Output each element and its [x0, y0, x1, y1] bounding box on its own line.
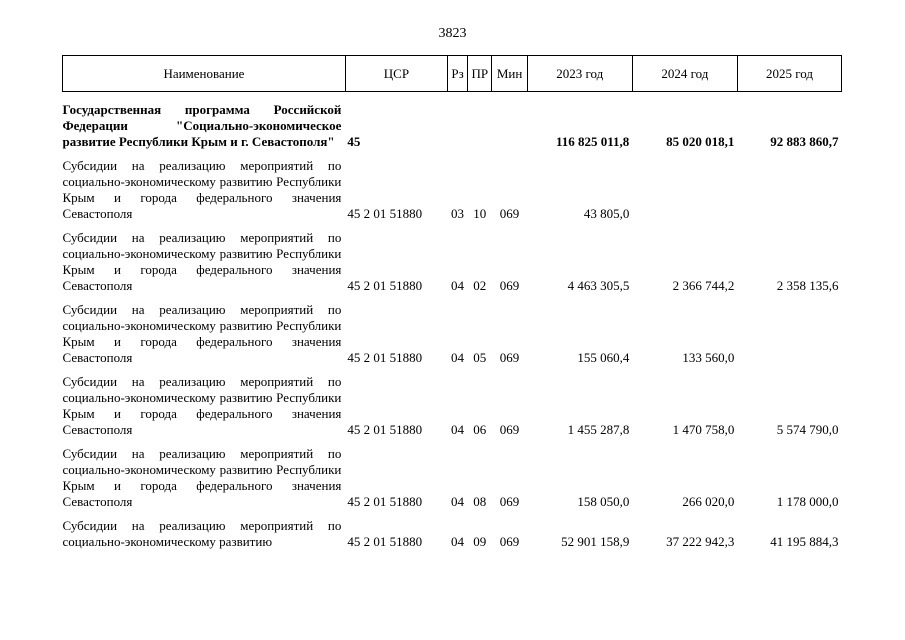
header-2023: 2023 год: [527, 56, 632, 92]
program-csr: 45: [347, 134, 361, 149]
table-row: [63, 518, 842, 550]
header-2025: 2025 год: [737, 56, 841, 92]
row-min: 069: [499, 350, 520, 365]
row-csr: 45 2 01 51880: [347, 278, 423, 293]
header-rz: Рз: [447, 56, 467, 92]
row-2024: 37 222 942,3: [666, 534, 735, 549]
table-row: [63, 230, 842, 294]
page-number: 3823: [438, 26, 467, 41]
table-row: [63, 302, 842, 366]
table-header: [63, 56, 842, 92]
row-2024: [632, 158, 737, 222]
row-pr: 10: [473, 206, 487, 221]
table-row: [63, 446, 842, 510]
row-rz: 04: [451, 350, 465, 365]
row-rz: 04: [451, 278, 465, 293]
row-name: Субсидии на реализацию мероприятий по социально-экономическому развитию Республики Крым и города федерального значения Севастополя: [62, 230, 342, 293]
row-rz: 03: [451, 206, 465, 221]
row-2024: 266 020,0: [682, 494, 735, 509]
row-2025: [737, 302, 841, 366]
row-pr: 09: [473, 534, 487, 549]
row-name: Субсидии на реализацию мероприятий по социально-экономическому развитию: [62, 518, 342, 549]
row-2025: 5 574 790,0: [776, 422, 839, 437]
header-pr: ПР: [468, 56, 492, 92]
row-csr: 45 2 01 51880: [347, 494, 423, 509]
row-name: Субсидии на реализацию мероприятий по социально-экономическому развитию Республики Крым и города федерального значения Севастополя: [62, 302, 342, 365]
row-min: 069: [499, 422, 520, 437]
row-min: 069: [499, 206, 520, 221]
row-csr: 45 2 01 51880: [347, 206, 423, 221]
row-min: 069: [499, 534, 520, 549]
row-2023: 52 901 158,9: [561, 534, 630, 549]
row-csr: 45 2 01 51880: [347, 422, 423, 437]
program-2025: 92 883 860,7: [770, 134, 839, 149]
row-2025: 41 195 884,3: [770, 534, 839, 549]
row-min: 069: [499, 278, 520, 293]
table-row: [63, 158, 842, 222]
row-name: Субсидии на реализацию мероприятий по социально-экономическому развитию Республики Крым и города федерального значения Севастополя: [62, 374, 342, 437]
row-2023: 43 805,0: [583, 206, 630, 221]
program-row: [63, 102, 842, 150]
row-2024: 2 366 744,2: [672, 278, 735, 293]
row-rz: 04: [451, 494, 465, 509]
table-body: [63, 92, 842, 551]
row-2025: 1 178 000,0: [776, 494, 839, 509]
row-2023: 1 455 287,8: [567, 422, 630, 437]
row-pr: 02: [473, 278, 487, 293]
row-rz: 04: [451, 534, 465, 549]
row-csr: 45 2 01 51880: [347, 350, 423, 365]
row-csr: 45 2 01 51880: [347, 534, 423, 549]
row-2025: 2 358 135,6: [776, 278, 839, 293]
row-2025: [737, 158, 841, 222]
row-rz: 04: [451, 422, 465, 437]
header-2024: 2024 год: [632, 56, 737, 92]
row-2023: 155 060,4: [577, 350, 630, 365]
program-name: Государственная программа Российской Федерации "Социально-экономическое развитие Республики Крым и г. Севастополя": [62, 102, 342, 149]
row-2024: 133 560,0: [682, 350, 735, 365]
program-2024: 85 020 018,1: [666, 134, 735, 149]
header-csr: ЦСР: [345, 56, 447, 92]
budget-table: [62, 55, 842, 550]
header-min: Мин: [492, 56, 527, 92]
row-2023: 158 050,0: [577, 494, 630, 509]
row-name: Субсидии на реализацию мероприятий по социально-экономическому развитию Республики Крым и города федерального значения Севастополя: [62, 446, 342, 509]
row-2023: 4 463 305,5: [567, 278, 630, 293]
row-pr: 06: [473, 422, 487, 437]
row-name: Субсидии на реализацию мероприятий по социально-экономическому развитию Республики Крым и города федерального значения Севастополя: [62, 158, 342, 221]
row-2024: 1 470 758,0: [672, 422, 735, 437]
table-row: [63, 374, 842, 438]
row-pr: 05: [473, 350, 487, 365]
program-2023: 116 825 011,8: [555, 134, 630, 149]
header-name: Наименование: [63, 56, 346, 92]
row-pr: 08: [473, 494, 487, 509]
row-min: 069: [499, 494, 520, 509]
